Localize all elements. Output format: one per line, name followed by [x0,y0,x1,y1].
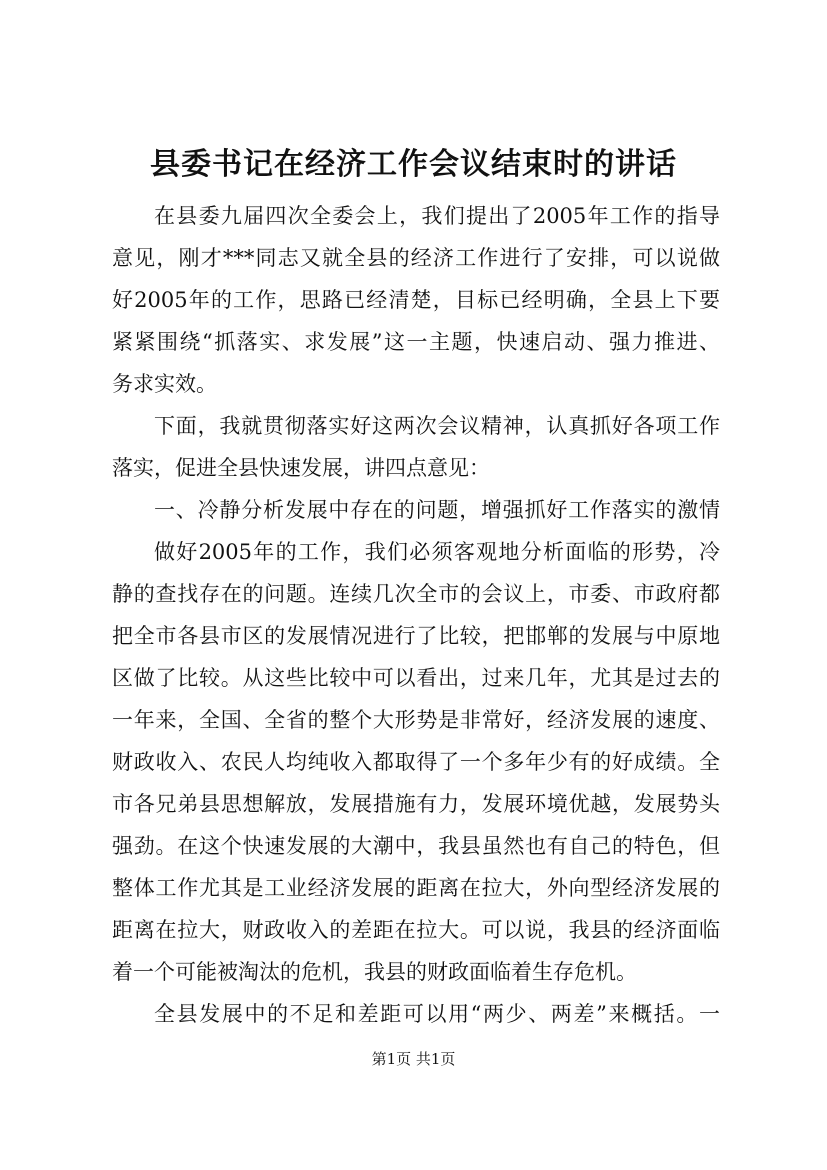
text-line: 着一个可能被淘汰的危机，我县的财政面临着生存危机。 [112,960,637,984]
text-line: 下面，我就贯彻落实好这两次会议精神，认真抓好各项工作 [154,414,720,438]
text-line: 强劲。在这个快速发展的大潮中，我县虽然也有自己的特色，但 [112,834,720,858]
text-line: 好2005年的工作，思路已经清楚，目标已经明确，全县上下要 [112,288,720,312]
text-line: 一、冷静分析发展中存在的问题，增强抓好工作落实的激情 [154,498,720,522]
text-line: 静的查找存在的问题。连续几次全市的会议上，市委、市政府都 [112,582,720,606]
page-footer: 第1页 共1页 [371,1050,456,1068]
document-body [112,195,720,1035]
text-line: 财政收入、农民人均纯收入都取得了一个多年少有的好成绩。全 [112,750,720,774]
document-title: 县委书记在经济工作会议结束时的讲话 [150,147,677,182]
text-line: 把全市各县市区的发展情况进行了比较，把邯郸的发展与中原地 [112,624,720,648]
text-line: 在县委九届四次全委会上，我们提出了2005年工作的指导 [154,204,720,228]
text-line: 落实，促进全县快速发展，讲四点意见： [112,456,490,480]
text-line: 意见，刚才***同志又就全县的经济工作进行了安排，可以说做 [112,246,720,270]
text-line: 全县发展中的不足和差距可以用“两少、两差”来概括。一 [154,1002,720,1026]
text-line: 一年来，全国、全省的整个大形势是非常好，经济发展的速度、 [112,708,720,732]
text-line: 距离在拉大，财政收入的差距在拉大。可以说，我县的经济面临 [112,918,720,942]
text-line: 务求实效。 [112,372,217,396]
text-line: 做好2005年的工作，我们必须客观地分析面临的形势，冷 [154,540,720,564]
text-line: 紧紧围绕“抓落实、求发展”这一主题，快速启动、强力推进、 [112,330,720,354]
text-line: 市各兄弟县思想解放，发展措施有力，发展环境优越，发展势头 [112,792,720,816]
text-line: 整体工作尤其是工业经济发展的距离在拉大，外向型经济发展的 [112,876,720,900]
text-line: 区做了比较。从这些比较中可以看出，过来几年，尤其是过去的 [112,666,720,690]
